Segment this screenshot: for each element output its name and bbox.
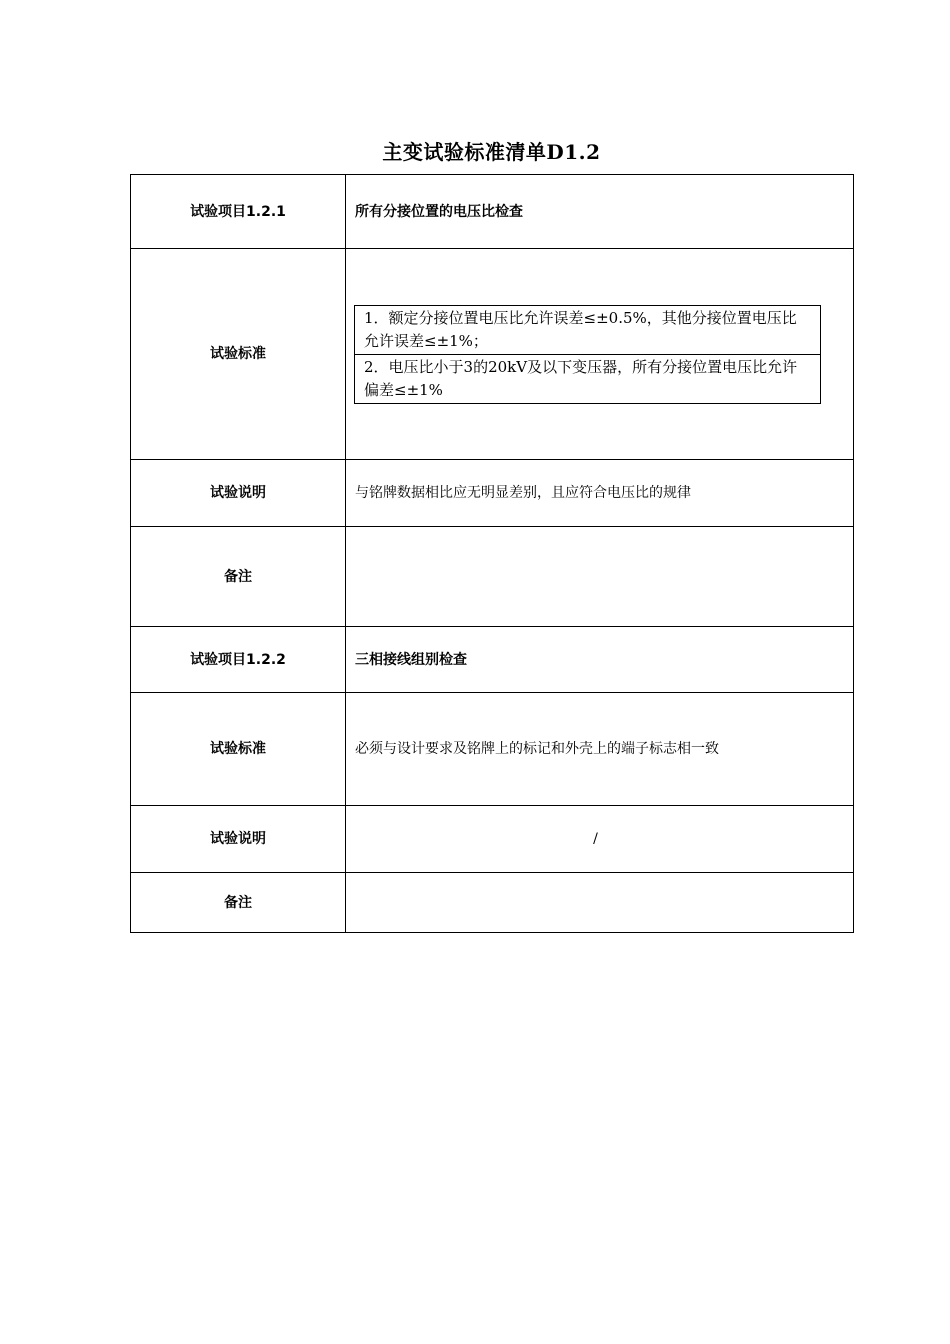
table-row [131, 627, 854, 693]
row-label: 备注 [131, 873, 346, 933]
row-label: 试验说明 [131, 460, 346, 527]
row-label: 试验说明 [131, 806, 346, 873]
table-row [131, 806, 854, 873]
row-label: 试验项目1.2.2 [131, 627, 346, 693]
table-row [131, 460, 854, 527]
row-label: 试验项目1.2.1 [131, 175, 346, 249]
row-value: 三相接线组别检查 [346, 627, 854, 693]
standard-item-text: 1．额定分接位置电压比允许误差≤±0.5%，其他分接位置电压比允许误差≤±1%； [355, 305, 821, 354]
standard-items-list [354, 305, 821, 404]
row-value: / [346, 806, 854, 873]
table-row [131, 527, 854, 627]
row-value: 所有分接位置的电压比检查 [346, 175, 854, 249]
test-standard-table [130, 174, 854, 933]
document-title: 主变试验标准清单D1.2 [382, 140, 601, 164]
row-label: 试验标准 [131, 693, 346, 806]
row-label: 备注 [131, 527, 346, 627]
row-value: 必须与设计要求及铭牌上的标记和外壳上的端子标志相一致 [346, 693, 854, 806]
row-label: 试验标准 [131, 249, 346, 460]
row-value [346, 249, 854, 460]
standard-item-text: 2．电压比小于3的20kV及以下变压器，所有分接位置电压比允许偏差≤±1% [355, 354, 821, 403]
row-value [346, 873, 854, 933]
list-item [355, 354, 821, 403]
row-value [346, 527, 854, 627]
table-row [131, 249, 854, 460]
row-value: 与铭牌数据相比应无明显差别，且应符合电压比的规律 [346, 460, 854, 527]
list-item [355, 305, 821, 354]
table-row [131, 873, 854, 933]
table-row [131, 693, 854, 806]
table-row [131, 175, 854, 249]
